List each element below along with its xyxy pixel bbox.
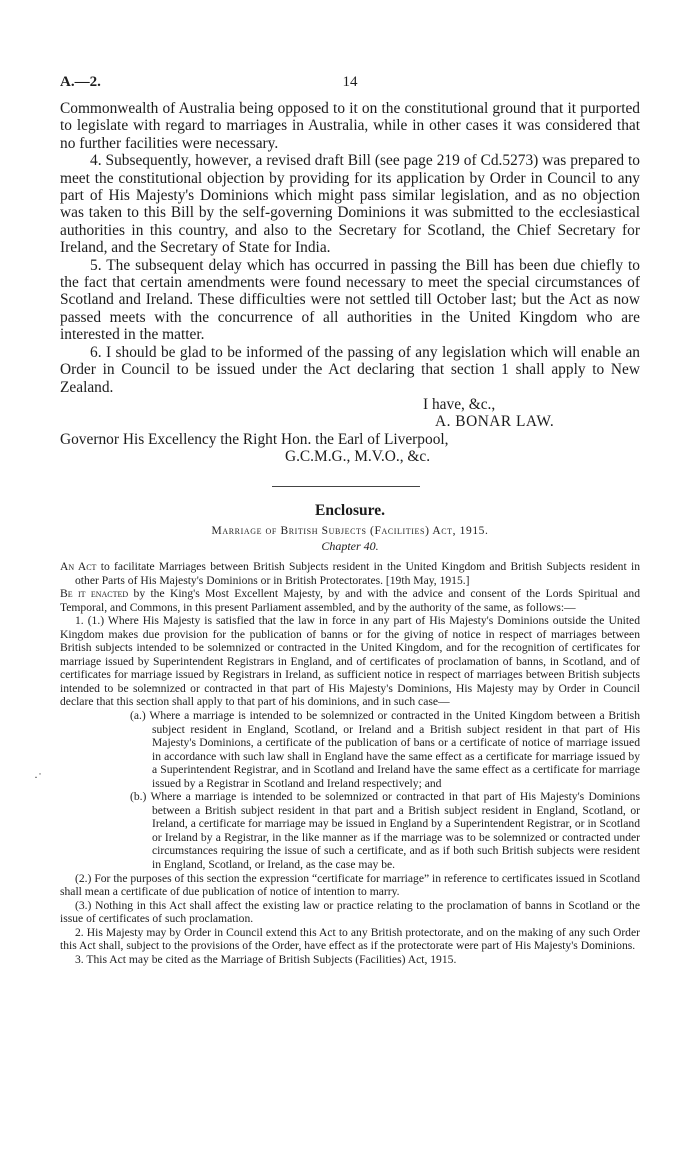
section-divider [272,486,420,487]
despatch-letter [60,100,640,466]
act-section-3: 3. This Act may be cited as the Marriage of British Subjects (Facilities) Act, 1915. [75,952,457,966]
addressee-line-1: Governor His Excellency the Right Hon. the Earl of Liverpool, [60,430,449,448]
act-preamble-lead: An Act [60,560,97,573]
act-section-1-a: (a.) Where a marriage is intended to be solemnized or contracted in the United Kingdom between a British subject resident in England, Scotland, or Ireland and a British subject resident in that part of His Majesty's Dominions, a certificate of the publication of bans or a certificate of notice of marriage issued in accordance with such law shall in England have the same effect as a certificate for marriage issued by a Superintendent Registrar, and in Scotland and Ireland have the same effect as a certificate for marriage issued by a Registrar in Scotland and Ireland respectively; and [130,709,640,790]
letter-signature: A. BONAR LAW. [435,413,555,431]
act-enacting-lead: Be it enacted [60,587,129,601]
act-section-1-3: (3.) Nothing in this Act shall affect the existing law or practice relating to the proclamation of banns in Scotland or the issue of certificates of such proclamation. [60,898,640,926]
enclosure-title: Enclosure. [315,502,385,519]
act-preamble [60,560,640,587]
page-header [60,74,640,94]
act-text [60,560,640,966]
page-number: 14 [342,74,358,90]
addressee-line-2: G.C.M.G., M.V.O., &c. [284,448,431,466]
letter-paragraph-5: 5. The subsequent delay which has occurred in passing the Bill has been due chiefly to the fact that certain amendments were found necessary to meet the special circumstances of Scotland and Ireland. These difficulties were not settled till October last; but the Act as now passed meets with the concurrence of all authorities in the United Kingdom who are interested in the matter. [60,256,640,344]
letter-paragraph-continuation: Commonwealth of Australia being opposed to it on the constitutional ground that it purported to legislate with regard to marriages in Australia, while in other cases it was considered that no further facilities were necessary. [60,100,640,152]
enclosure-act-name: Marriage of British Subjects (Facilities) Act, 1915. [211,525,489,537]
act-section-2: 2. His Majesty may by Order in Council extend this Act to any British protectorate, and on the making of any such Order this Act shall, subject to the provisions of the Order, have effect as if the protectorate were part of His Majesty's Dominions. [60,925,640,953]
act-preamble-text: to facilitate Marriages between British Subjects resident in the United Kingdom and British Subjects resident in other Parts of His Majesty's Dominions or in British Protectorates. [19th May, 1915.] [75,560,640,587]
act-enacting-clause [60,587,640,614]
enclosure-chapter: Chapter 40. [321,539,379,553]
act-enacting-text: by the King's Most Excellent Majesty, by and with the advice and consent of the Lords Spiritual and Temporal, and Commons, in this present Parliament assembled, and by the authority of the same, as follows:— [60,587,641,614]
enclosure-heading [60,502,640,554]
page-reference: A.—2. [60,74,101,90]
letter-closing: I have, &c., [423,395,496,413]
act-section-1-b: (b.) Where a marriage is intended to be solemnized or contracted in that part of His Majesty's Dominions between a British subject resident in that part and a British subject resident in England, Scotland, or Ireland, a certificate for marriage may be issued in England by a Superintendent Registrar, or in Scotland or Ireland by a Registrar, in the like manner as if the marriage was to be solemnized or contracted under circumstances requiring the issue of such a certificate, and as if both such British subjects were resident in England, Scotland, or Ireland, as the case may be. [130,790,640,872]
act-section-1-1: 1. (1.) Where His Majesty is satisfied that the law in force in any part of His Majesty's Dominions outside the United Kingdom makes due provision for the publication of banns or for the giving of notice in respect of marriages between British subjects intended to be solemnized or contracted in the United Kingdom, and for the recognition of certificates for marriage issued by Superintendent Registrars in England, and of certificates of proclamation of banns, in Scotland, and of certificates for marriage issued by Registrars in Ireland, as sufficient notice in respect of marriages between British subjects intended to be solemnized or contracted in that part of His Majesty's Dominions, His Majesty may by Order in Council declare that this section shall apply to that part of his dominions, and in such case— [60,614,640,709]
margin-mark: ·˙ [34,770,42,784]
act-section-1-2: (2.) For the purposes of this section the expression “certificate for marriage” in reference to certificates issued in Scotland shall mean a certificate of due publication of notice of intention to marry. [60,871,640,899]
letter-paragraph-4: 4. Subsequently, however, a revised draft Bill (see page 219 of Cd.5273) was prepared to meet the constitutional objection by providing for its application by Order in Council to any part of His Majesty's Dominions which might pass similar legislation, and as no objection was taken to this Bill by the self-governing Dominions it was submitted to the ecclesiastical authorities in this country, and also to the Secretary for Scotland, the Chief Secretary for Ireland, and the Secretary of State for India. [60,152,640,257]
letter-paragraph-6: 6. I should be glad to be informed of the passing of any legislation which will enable an Order in Council to be issued under the Act declaring that section 1 shall apply to New Zealand. [60,343,640,396]
